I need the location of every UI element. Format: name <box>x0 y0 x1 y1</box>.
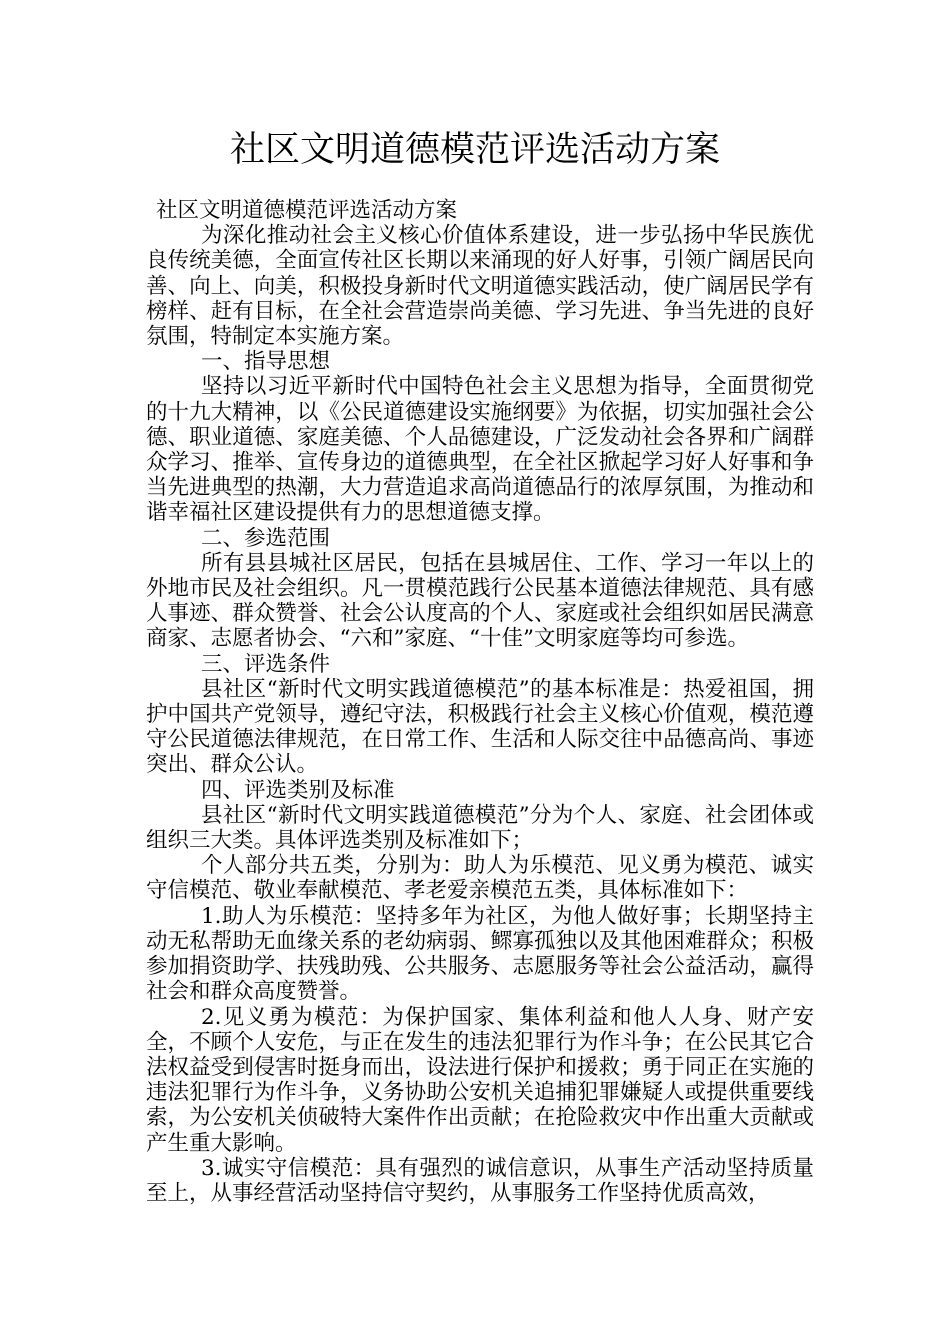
paragraph-guiding-ideology: 坚持以习近平新时代中国特色社会主义思想为指导，全面贯彻党的十九大精神，以《公民道德建设实施纲要》为依据，切实加强社会公德、职业道德、家庭美德、个人品德建设，广泛发动社会各界和广阔群众学习、推举、宣传身边的道德典型，在全社区掀起学习好人好事和争当先进典型的热潮，大力营造追求高尚道德品行的浓厚氛围，为推动和谐幸福社区建设提供有力的思想道德支撑。 <box>146 374 814 526</box>
section-heading-categories: 四、评选类别及标准 <box>201 777 395 803</box>
document-body <box>146 198 814 1206</box>
section-heading-guiding-ideology: 一、指导思想 <box>201 349 331 375</box>
paragraph-helping-others-model: 1.助人为乐模范：坚持多年为社区，为他人做好事；长期坚持主动无私帮助无血缘关系的老幼病弱、鳏寡孤独以及其他困难群众；积极参加捐资助学、扶残助残、公共服务、志愿服务等社会公益活动，赢得社会和群众高度赞誉。 <box>146 903 814 1005</box>
section-heading-scope: 二、参选范围 <box>201 525 331 551</box>
paragraph-individual-categories: 个人部分共五类，分别为：助人为乐模范、见义勇为模范、诚实守信模范、敬业奉献模范、孝老爱亲模范五类，具体标准如下： <box>146 853 814 904</box>
section-heading-criteria: 三、评选条件 <box>201 651 331 677</box>
paragraph-intro: 为深化推动社会主义核心价值体系建设，进一步弘扬中华民族优良传统美德，全面宣传社区长期以来涌现的好人好事，引领广阔居民向善、向上、向美，积极投身新时代文明道德实践活动，使广阔居民学有榜样、赶有目标，在全社会营造崇尚美德、学习先进、争当先进的良好氛围，特制定本实施方案。 <box>146 223 814 350</box>
paragraph-scope: 所有县县城社区居民，包括在县城居住、工作、学习一年以上的外地市民及社会组织。凡一贯模范践行公民基本道德法律规范、具有感人事迹、群众赞誉、社会公认度高的个人、家庭或社会组织如居民满意商家、志愿者协会、“六和”家庭、“十佳”文明家庭等均可参选。 <box>146 550 814 652</box>
paragraph-bravery-model: 2.见义勇为模范：为保护国家、集体利益和他人人身、财产安全，不顾个人安危，与正在发生的违法犯罪行为作斗争；在公民其它合法权益受到侵害时挺身而出，设法进行保护和援救；勇于同正在实施的违法犯罪行为作斗争，义务协助公安机关追捕犯罪嫌疑人或提供重要线索，为公安机关侦破特大案件作出贡献；在抢险救灾中作出重大贡献或产生重大影响。 <box>146 1004 814 1156</box>
document-subtitle: 社区文明道德模范评选活动方案 <box>156 198 458 223</box>
document-title: 社区文明道德模范评选活动方案 <box>229 130 720 170</box>
paragraph-honesty-model: 3.诚实守信模范：具有强烈的诚信意识，从事生产活动坚持质量至上，从事经营活动坚持信守契约，从事服务工作坚持优质高效， <box>146 1155 814 1206</box>
paragraph-categories-intro: 县社区“新时代文明实践道德模范”分为个人、家庭、社会团体或组织三大类。具体评选类别及标准如下； <box>146 802 814 854</box>
paragraph-criteria: 县社区“新时代文明实践道德模范”的基本标准是：热爱祖国，拥护中国共产党领导，遵纪守法，积极践行社会主义核心价值观，模范遵守公民道德法律规范，在日常工作、生活和人际交往中品德高尚、事迹突出、群众公认。 <box>146 676 814 778</box>
